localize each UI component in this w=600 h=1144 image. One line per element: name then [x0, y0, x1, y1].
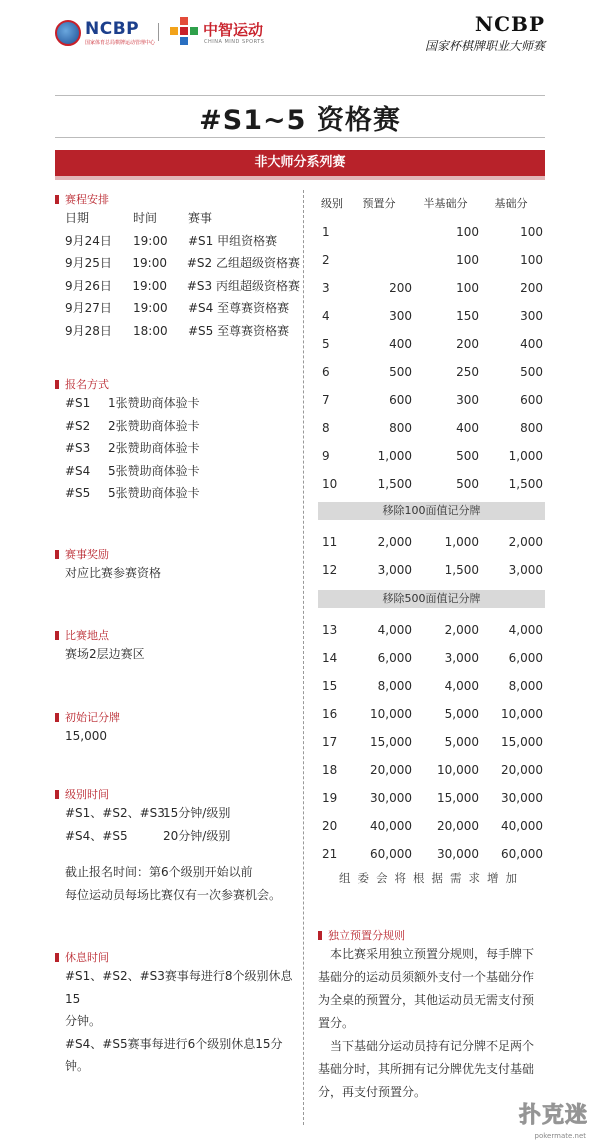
schedule-time: 18:00: [133, 323, 168, 338]
big-blind-cell: 15,000: [501, 735, 543, 749]
level-time-events: #S1、#S2、#S3: [65, 806, 165, 820]
level-time-row: [65, 802, 300, 825]
ante-cell: 800: [389, 421, 412, 435]
blind-level-row: [318, 756, 545, 784]
ante-cell: 300: [389, 309, 412, 323]
ante-cell: 2,000: [377, 535, 412, 549]
level-cell: 2: [322, 253, 330, 267]
breaks-line: 钟。: [65, 1059, 90, 1073]
prize-heading: 赛事奖励: [55, 547, 300, 562]
schedule-date: 9月26日: [65, 278, 112, 293]
registration-fee: 2张赞助商体验卡: [108, 441, 200, 455]
cms-logo-en: CHINA MIND SPORTS: [204, 39, 265, 45]
spacer: [65, 847, 300, 861]
series-banner: 非大师分系列赛: [55, 150, 545, 176]
blind-level-row: [318, 358, 545, 386]
blind-level-row: [318, 784, 545, 812]
schedule-row: [65, 252, 300, 275]
big-blind-cell: 3,000: [508, 563, 543, 577]
header: [0, 0, 600, 95]
venue-heading: 比赛地点: [55, 628, 300, 643]
big-blind-cell: 1,500: [508, 477, 543, 491]
registration-row: [65, 415, 300, 438]
level-cell: 10: [322, 477, 338, 491]
registration-row: [65, 392, 300, 415]
ante-cell: 3,000: [377, 563, 412, 577]
col-big-blind: 基础分: [494, 197, 528, 210]
level-cell: 12: [322, 563, 338, 577]
small-blind-cell: 1,000: [444, 535, 479, 549]
blind-level-row: [318, 700, 545, 728]
ante-cell: 1,000: [377, 449, 412, 463]
starting-chips-text: 15,000: [65, 729, 107, 743]
registration-row: [65, 482, 300, 505]
ante-cell: 600: [389, 393, 412, 407]
schedule-time: 19:00: [132, 278, 167, 293]
ante-cell: 4,000: [377, 623, 412, 637]
registration-event: #S1: [65, 396, 91, 410]
big-blind-cell: 2,000: [508, 535, 543, 549]
schedule-time: 19:00: [133, 233, 168, 248]
blind-level-row: [318, 728, 545, 756]
level-cell: 4: [322, 309, 330, 323]
schedule-heading: 赛程安排: [55, 192, 300, 207]
big-blind-cell: 20,000: [501, 763, 543, 777]
col-small-blind: 半基础分: [423, 197, 468, 210]
registration-deadline-note: 截止报名时间：第6个级别开始以前: [65, 865, 253, 879]
blind-block-1: [318, 218, 545, 498]
prize-section: [55, 547, 300, 585]
big-blind-cell: 100: [520, 253, 543, 267]
prize-text: 对应比赛参赛资格: [65, 566, 162, 580]
registration-fee: 2张赞助商体验卡: [108, 418, 200, 433]
title-rule-top: [55, 95, 545, 96]
big-blind-cell: 4,000: [508, 623, 543, 637]
blind-level-row: [318, 302, 545, 330]
level-cell: 5: [322, 337, 330, 351]
starting-chips-heading: 初始记分牌: [55, 710, 300, 725]
spacer: [318, 608, 545, 616]
blind-structure-table: [318, 192, 545, 888]
venue-text: 赛场2层边赛区: [65, 647, 145, 661]
breaks-line: #S1、#S2、#S3赛事每进行8个级别休息15: [65, 969, 293, 1006]
blind-level-row: [318, 528, 545, 556]
small-blind-cell: 5,000: [444, 707, 479, 721]
watermark: [470, 1089, 600, 1144]
big-blind-cell: 40,000: [501, 819, 543, 833]
registration-event: #S2: [65, 418, 91, 433]
registration-section: [55, 377, 300, 505]
blind-level-row: [318, 386, 545, 414]
level-cell: 17: [322, 735, 338, 749]
schedule-time: 19:00: [132, 256, 167, 270]
banner-shadow: [55, 176, 545, 180]
small-blind-cell: 30,000: [437, 847, 479, 861]
ante-cell: 8,000: [377, 679, 412, 693]
ante-cell: 500: [389, 365, 412, 379]
level-time-section: [55, 787, 300, 906]
ante-rule-para-1: 本比赛采用独立预置分规则，每手牌下基础分的运动员须额外支付一个基础分作为全桌的预置分，其他运动员无需支付预置分。: [318, 947, 535, 1030]
remove-100-chips-bar: 移除100面值记分牌: [318, 502, 545, 520]
blind-level-row: [318, 414, 545, 442]
big-blind-cell: 6,000: [508, 651, 543, 665]
level-cell: 7: [322, 393, 330, 407]
small-blind-cell: 300: [456, 393, 479, 407]
right-logo-sub: 国家杯棋牌职业大师赛: [424, 39, 545, 53]
registration-fee: 1张赞助商体验卡: [108, 396, 200, 410]
big-blind-cell: 200: [520, 281, 543, 295]
schedule-header-row: [65, 207, 300, 230]
ante-rule-para-2: 当下基础分运动员持有记分牌不足两个基础分时，其所拥有记分牌优先支付基础分，再支付预置分。: [318, 1039, 535, 1099]
ante-cell: 30,000: [370, 791, 412, 805]
small-blind-cell: 500: [456, 477, 479, 491]
big-blind-cell: 8,000: [508, 679, 543, 693]
column-divider: [303, 190, 304, 1125]
level-time-body: [55, 802, 300, 906]
ante-rule-section: [318, 928, 545, 1104]
ante-cell: 40,000: [370, 819, 412, 833]
schedule-body: [55, 207, 300, 342]
small-blind-cell: 150: [456, 309, 479, 323]
ncbp-logo-sub: 国家体育总局棋牌运动管理中心: [85, 40, 156, 46]
level-cell: 19: [322, 791, 338, 805]
registration-body: [55, 392, 300, 505]
level-cell: 16: [322, 707, 338, 721]
level-cell: 14: [322, 651, 338, 665]
small-blind-cell: 100: [456, 281, 479, 295]
ante-cell: 10,000: [370, 707, 412, 721]
blind-level-row: [318, 218, 545, 246]
schedule-date: 9月27日: [65, 301, 112, 315]
big-blind-cell: 300: [520, 309, 543, 323]
small-blind-cell: 20,000: [437, 819, 479, 833]
title-rule-bottom: [55, 137, 545, 138]
level-cell: 20: [322, 819, 338, 833]
schedule-time: 19:00: [133, 301, 168, 315]
blind-level-row: [318, 442, 545, 470]
big-blind-cell: 10,000: [501, 707, 543, 721]
level-cell: 15: [322, 679, 338, 693]
registration-event: #S4: [65, 463, 91, 478]
col-level: 级别: [321, 197, 343, 210]
small-blind-cell: 250: [456, 365, 479, 379]
schedule-row: [65, 230, 300, 253]
ante-rule-heading: 独立预置分规则: [318, 928, 545, 943]
breaks-body: [55, 965, 300, 1078]
schedule-date: 9月28日: [65, 323, 112, 338]
spacer: [318, 520, 545, 528]
small-blind-cell: 400: [456, 421, 479, 435]
registration-row: [65, 460, 300, 483]
ante-cell: 20,000: [370, 763, 412, 777]
registration-row: [65, 437, 300, 460]
small-blind-cell: 4,000: [444, 679, 479, 693]
level-cell: 18: [322, 763, 338, 777]
big-blind-cell: 60,000: [501, 847, 543, 861]
schedule-event: #S2 乙组超级资格赛: [186, 256, 300, 270]
small-blind-cell: 3,000: [444, 651, 479, 665]
ncbp-logo-word: NCBP: [85, 19, 140, 39]
schedule-date: 9月24日: [65, 233, 112, 248]
level-cell: 13: [322, 623, 338, 637]
schedule-row: [65, 297, 300, 320]
big-blind-cell: 800: [520, 421, 543, 435]
china-mind-sports-logo: [170, 17, 280, 49]
right-logo-title: NCBP: [474, 12, 545, 36]
big-blind-cell: 400: [520, 337, 543, 351]
breaks-line: #S4、#S5赛事每进行6个级别休息15分: [65, 1036, 283, 1051]
level-time-heading: 级别时间: [55, 787, 300, 802]
ante-cell: 400: [389, 337, 412, 351]
schedule-col-time: 时间: [133, 211, 158, 225]
big-blind-cell: 30,000: [501, 791, 543, 805]
level-time-events: #S4、#S5: [65, 828, 128, 843]
big-blind-cell: 500: [520, 365, 543, 379]
page-title: #S1~5 资格赛: [199, 105, 401, 136]
venue-section: [55, 628, 300, 666]
breaks-line: 分钟。: [65, 1014, 102, 1028]
schedule-col-date: 日期: [65, 211, 90, 225]
registration-event: #S3: [65, 441, 91, 455]
blind-level-row: [318, 672, 545, 700]
blind-level-row: [318, 330, 545, 358]
schedule-row: [65, 275, 300, 298]
blind-level-row: [318, 470, 545, 498]
schedule-row: [65, 320, 300, 343]
schedule-col-event: 赛事: [188, 211, 213, 225]
small-blind-cell: 5,000: [444, 735, 479, 749]
blind-level-row: [318, 812, 545, 840]
ante-cell: 200: [389, 281, 412, 295]
level-cell: 11: [322, 535, 338, 549]
blind-level-row: [318, 644, 545, 672]
breaks-section: [55, 950, 300, 1078]
blind-level-row: [318, 246, 545, 274]
small-blind-cell: 15,000: [437, 791, 479, 805]
logo-separator: [158, 23, 159, 41]
registration-event: #S5: [65, 486, 91, 500]
level-cell: 6: [322, 365, 330, 379]
schedule-event: #S5 至尊赛资格赛: [188, 323, 290, 338]
small-blind-cell: 2,000: [444, 623, 479, 637]
schedule-event: #S4 至尊赛资格赛: [188, 301, 290, 315]
schedule-section: [55, 192, 300, 342]
watermark-text: 扑克迷: [518, 1103, 588, 1128]
blind-level-row: [318, 840, 545, 868]
schedule-event: #S1 甲组资格赛: [188, 233, 278, 248]
blind-block-3: [318, 616, 545, 868]
registration-fee: 5张赞助商体验卡: [108, 463, 200, 478]
right-logo: [410, 12, 545, 54]
registration-heading: 报名方式: [55, 377, 300, 392]
level-cell: 9: [322, 449, 330, 463]
small-blind-cell: 100: [456, 225, 479, 239]
remove-500-chips-bar: 移除500面值记分牌: [318, 590, 545, 608]
level-time-duration: 20分钟/级别: [163, 828, 231, 843]
single-entry-note: 每位运动员每场比赛仅有一次参赛机会。: [65, 887, 282, 902]
starting-chips-section: [55, 710, 300, 748]
level-cell: 1: [322, 225, 330, 239]
organizer-footnote: 组委会将根据需求增加: [339, 871, 524, 885]
big-blind-cell: 600: [520, 393, 543, 407]
cms-logo-cn: 中智运动: [203, 21, 264, 39]
ante-cell: 15,000: [370, 735, 412, 749]
ante-cell: 6,000: [377, 651, 412, 665]
cms-mark-icon: [170, 17, 198, 45]
small-blind-cell: 10,000: [437, 763, 479, 777]
ante-cell: 1,500: [377, 477, 412, 491]
blind-table-header: [318, 192, 545, 214]
small-blind-cell: 1,500: [444, 563, 479, 577]
col-ante: 预置分: [362, 197, 396, 210]
registration-fee: 5张赞助商体验卡: [108, 486, 200, 500]
ante-cell: 60,000: [370, 847, 412, 861]
schedule-date: 9月25日: [65, 256, 112, 270]
level-time-duration: 15分钟/级别: [163, 806, 231, 820]
small-blind-cell: 200: [456, 337, 479, 351]
globe-icon: [55, 20, 81, 46]
small-blind-cell: 100: [456, 253, 479, 267]
big-blind-cell: 1,000: [508, 449, 543, 463]
blind-block-2: [318, 528, 545, 584]
blind-level-row: [318, 556, 545, 584]
level-cell: 3: [322, 281, 330, 295]
blind-level-row: [318, 616, 545, 644]
breaks-heading: 休息时间: [55, 950, 300, 965]
level-time-row: [65, 825, 300, 848]
level-cell: 21: [322, 847, 338, 861]
blind-level-row: [318, 274, 545, 302]
small-blind-cell: 500: [456, 449, 479, 463]
watermark-sub: pokermate.net: [534, 1132, 586, 1140]
schedule-event: #S3 丙组超级资格赛: [186, 278, 300, 293]
ncbp-logo: [55, 18, 156, 48]
big-blind-cell: 100: [520, 225, 543, 239]
level-cell: 8: [322, 421, 330, 435]
